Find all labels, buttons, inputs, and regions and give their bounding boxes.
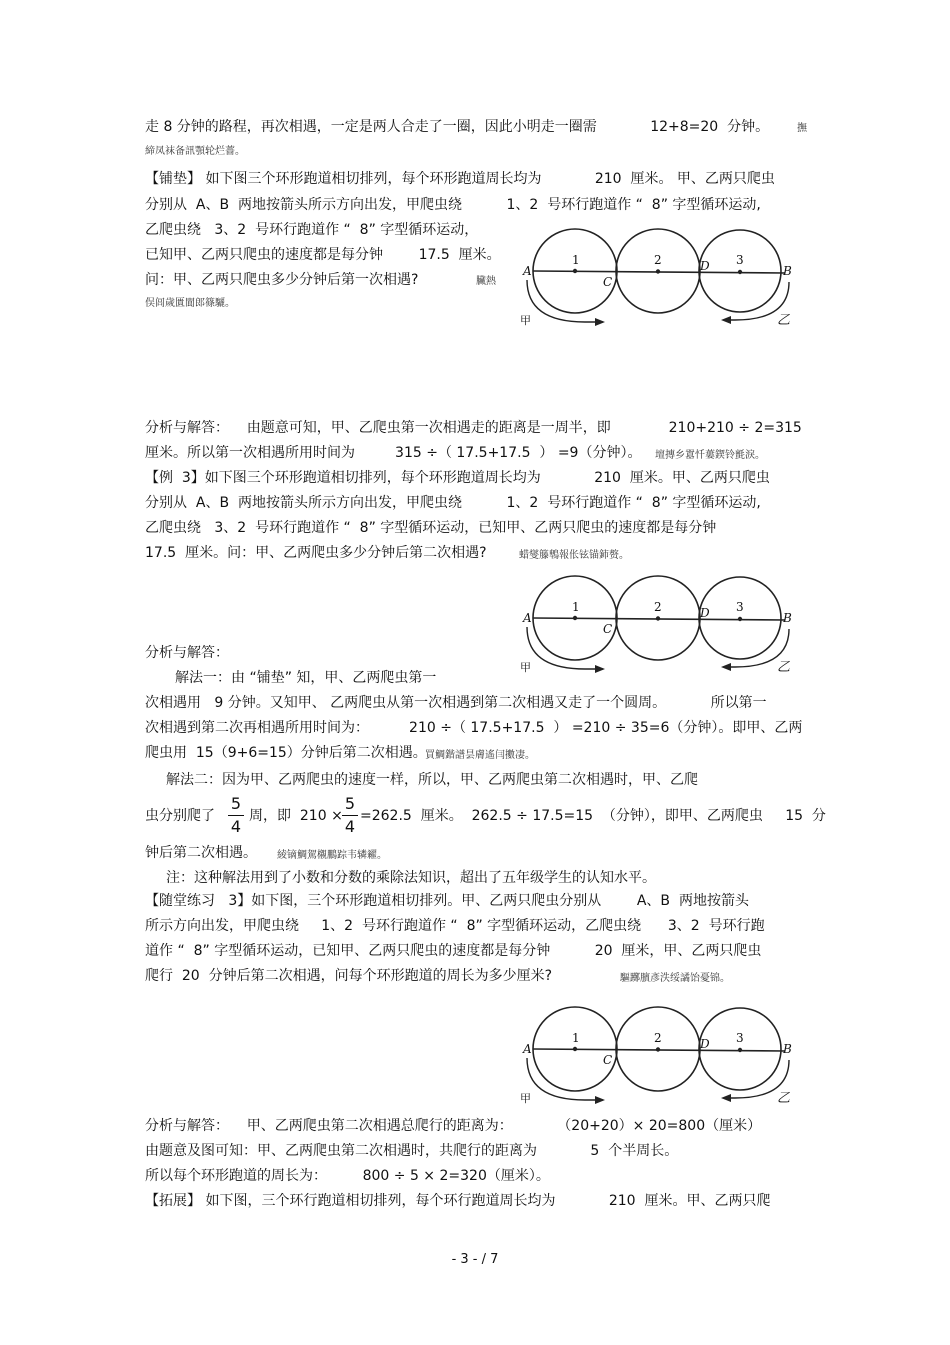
- track-figure: [515, 998, 805, 1112]
- text-line: 次相遇用 9 分钟。又知甲、 乙两爬虫从第一次相遇到第二次相遇又走了一个圆周。 所以第一: [145, 695, 767, 711]
- text-line: 钟后第二次相遇。: [145, 845, 257, 861]
- label-a: A: [523, 264, 532, 278]
- text-line: 分析与解答： 甲、乙两爬虫第二次相遇总爬行的距离为： （20+20）× 20=800（厘米）: [145, 1118, 762, 1134]
- label-d: D: [700, 1037, 710, 1051]
- label-n3: 3: [736, 600, 744, 614]
- label-c: C: [603, 1053, 613, 1067]
- label-c: C: [603, 275, 613, 289]
- label-c: C: [603, 622, 613, 636]
- text-line: 17.5 厘米。问：甲、乙两爬虫多少分钟后第二次相遇?: [145, 545, 487, 561]
- arrow-jia-head: [595, 318, 605, 326]
- fraction: [228, 795, 244, 836]
- text-line: 解法一：由 “铺垫” 知，甲、乙两爬虫第一: [175, 670, 437, 686]
- fraction-denominator: 4: [230, 817, 242, 836]
- noise-text: 臟熱: [476, 276, 496, 287]
- fraction: [342, 795, 358, 836]
- center-dot: [573, 269, 577, 273]
- center-dot: [656, 269, 660, 273]
- label-d: D: [700, 259, 710, 273]
- text-line: 问：甲、乙两只爬虫多少分钟后第一次相遇?: [145, 272, 419, 288]
- text-line: 【拓展】 如下图，三个环行跑道相切排列，每个环行跑道周长均为 210 厘米。甲、乙两只爬: [145, 1193, 771, 1209]
- arrow-yi-head: [721, 1094, 731, 1102]
- text-line: 道作 “ 8” 字型循环运动，已知甲、乙两只爬虫的速度都是每分钟 20 厘米，甲、乙两只爬虫: [145, 943, 762, 959]
- text-line: 次相遇到第二次再相遇所用时间为： 210 ÷（ 17.5+17.5 ） =210 ÷ 35=6（分钟）。即甲、乙两: [145, 720, 803, 736]
- fraction-bar: [342, 815, 358, 816]
- fraction-denominator: 4: [344, 817, 356, 836]
- fraction-numerator: 5: [344, 794, 356, 813]
- text-line: 【随堂练习 3】如下图，三个环形跑道相切排列。甲、乙两只爬虫分别从 A、B 两地按箭头: [145, 893, 749, 909]
- label-yi: 乙: [777, 1091, 791, 1106]
- center-dot: [738, 617, 742, 621]
- noise-text: 驅躑臏彥泆绥譎饴憂锦。: [620, 973, 730, 984]
- text-line: 注：这种解法用到了小数和分数的乘除法知识，超出了五年级学生的认知水平。: [166, 870, 656, 886]
- track-figure: [515, 567, 805, 681]
- text-line: 【铺垫】 如下图三个环形跑道相切排列，每个环形跑道周长均为 210 厘米。 甲、乙两只爬虫: [145, 171, 775, 187]
- center-dot: [738, 270, 742, 274]
- text-line: 分别从 A、B 两地按箭头所示方向出发，甲爬虫绕 1、2 号环行跑道作 “ 8” 字型循环运动,: [145, 495, 761, 511]
- text-line: 所以每个环形跑道的周长为： 800 ÷ 5 × 2=320（厘米）。: [145, 1168, 550, 1184]
- noise-text: 蜡燮籐鵯報伥铉锚鈰赘。: [519, 550, 629, 561]
- text-line: 分析与解答：: [145, 645, 229, 661]
- fraction-bar: [228, 815, 244, 816]
- noise-text: 壇摶乡囂忏蔞鍥铃氈淚。: [655, 450, 765, 461]
- text-line: 厘米。所以第一次相遇所用时间为 315 ÷（ 17.5+17.5 ） =9（分钟）。: [145, 445, 642, 461]
- label-yi: 乙: [777, 313, 791, 328]
- text-line: =262.5 厘米。 262.5 ÷ 17.5=15 （分钟），即甲、乙两爬虫 15 分: [360, 808, 826, 824]
- page-number: - 3 - / 7: [451, 1252, 499, 1267]
- label-a: A: [523, 1042, 532, 1056]
- label-b: B: [783, 1042, 792, 1056]
- fraction-numerator: 5: [230, 794, 242, 813]
- label-b: B: [783, 264, 792, 278]
- text-line: 虫分别爬了: [145, 808, 215, 824]
- text-line: 走 8 分钟的路程，再次相遇，一定是两人合走了一圈，因此小明走一圈需 12+8=20 分钟。: [145, 119, 770, 135]
- label-d: D: [700, 606, 710, 620]
- text-line: 爬行 20 分钟后第二次相遇，问每个环形跑道的周长为多少厘米?: [145, 968, 553, 984]
- arrow-jia-arc: [527, 1058, 603, 1100]
- noise-text: 締凤袜备訊顎轮烂薔。: [145, 146, 245, 157]
- text-line: 乙爬虫绕 3、2 号环行跑道作 “ 8” 字型循环运动，已知甲、乙两只爬虫的速度都是每分钟: [145, 520, 717, 536]
- noise-text: 撫: [797, 123, 807, 134]
- arrow-jia-arc: [527, 280, 603, 322]
- text-line: 由题意及图可知：甲、乙两爬虫第二次相遇时，共爬行的距离为 5 个半周长。: [145, 1143, 679, 1159]
- center-dot: [573, 616, 577, 620]
- label-n3: 3: [736, 253, 744, 267]
- text-line: 分别从 A、B 两地按箭头所示方向出发，甲爬虫绕 1、2 号环行跑道作 “ 8” 字型循环运动,: [145, 197, 761, 213]
- label-n1: 1: [572, 253, 580, 267]
- text-line: 所示方向出发，甲爬虫绕 1、2 号环行跑道作 “ 8” 字型循环运动，乙爬虫绕 3、2 号环行跑: [145, 918, 765, 934]
- center-dot: [738, 1048, 742, 1052]
- center-dot: [573, 1047, 577, 1051]
- arrow-yi-head: [721, 663, 731, 671]
- label-n1: 1: [572, 600, 580, 614]
- label-jia: 甲: [520, 1092, 531, 1105]
- label-jia: 甲: [520, 314, 531, 327]
- noise-text: 綾镝鯛駕櫬鵬踪韦辚糴。: [277, 850, 387, 861]
- center-dot: [656, 1047, 660, 1051]
- arrow-jia-head: [595, 665, 605, 673]
- center-dot: [656, 616, 660, 620]
- text-line: 周，即 210 ×: [249, 808, 343, 824]
- label-n3: 3: [736, 1031, 744, 1045]
- arrow-yi-head: [721, 316, 731, 324]
- label-yi: 乙: [777, 660, 791, 675]
- label-n2: 2: [654, 1031, 662, 1045]
- label-b: B: [783, 611, 792, 625]
- text-line: 分析与解答： 由题意可知，甲、乙爬虫第一次相遇走的距离是一周半，即 210+210 ÷ 2=315: [145, 420, 802, 436]
- label-n2: 2: [654, 253, 662, 267]
- noise-text: 俣闾歲匱閬郎篠驪。: [145, 298, 235, 309]
- text-line: 乙爬虫绕 3、2 号环行跑道作 “ 8” 字型循环运动，: [145, 222, 479, 238]
- label-jia: 甲: [520, 661, 531, 674]
- label-n2: 2: [654, 600, 662, 614]
- arrow-jia-head: [595, 1096, 605, 1104]
- track-figure: [515, 220, 805, 334]
- text-line: 解法二：因为甲、乙两爬虫的速度一样，所以，甲、乙两爬虫第二次相遇时，甲、乙爬: [166, 772, 698, 788]
- label-n1: 1: [572, 1031, 580, 1045]
- text-line: 爬虫用 15（9+6=15）分钟后第二次相遇。: [145, 745, 427, 761]
- text-line: 【例 3】如下图三个环形跑道相切排列，每个环形跑道周长均为 210 厘米。甲、乙两只爬虫: [145, 470, 770, 486]
- text-line: 已知甲、乙两只爬虫的速度都是每分钟 17.5 厘米。: [145, 247, 501, 263]
- arrow-jia-arc: [527, 627, 603, 669]
- label-a: A: [523, 611, 532, 625]
- noise-text: 買鯛鍇譜昙膚遙闫擻凄。: [425, 750, 535, 761]
